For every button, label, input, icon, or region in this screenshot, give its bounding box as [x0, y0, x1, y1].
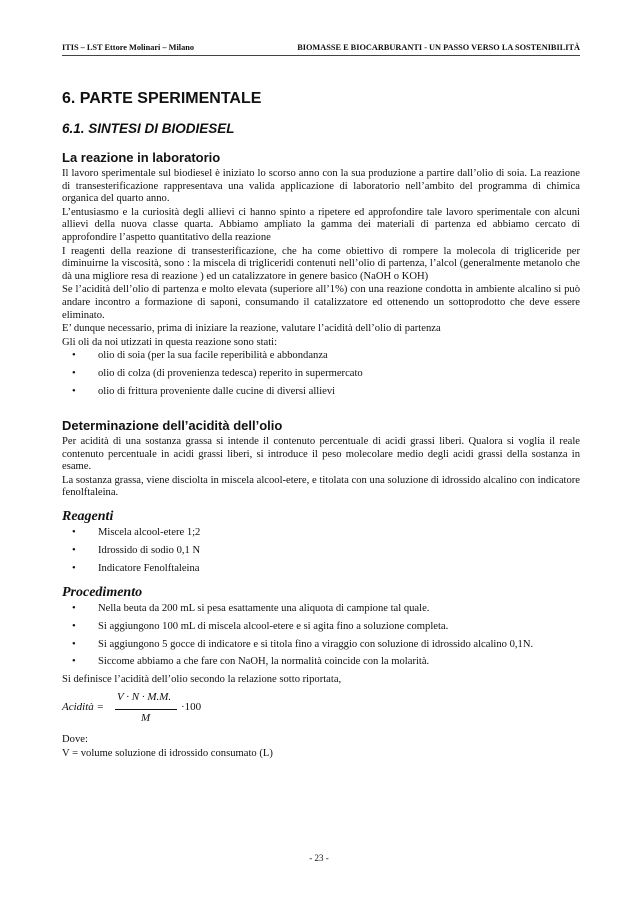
reagent-item-text: Miscela alcool-etere 1;2: [98, 527, 201, 538]
procedure-step-text: Si aggiungono 100 mL di miscela alcool-etere e si agita fino a soluzione completa.: [98, 620, 449, 632]
acidity-paragraph: Per acidità di una sostanza grassa si intende il contenuto percentuale di acidi grassi liberi. Qualora si voglia il reale contenuto percentuale in acidi grassi liberi, si introduce il peso molecolare medio degli acidi grassi della sostanza in esame.: [62, 436, 580, 473]
formula-lhs: Acidità =: [62, 700, 104, 713]
lab-reaction-paragraph: Il lavoro sperimentale sul biodiesel è iniziato lo scorso anno con la sua produzione a partire dall’olio di soia. La reazione di transesterificazione rappresentava una valida applicazione di laboratorio nell’ambito del programma di chimica organica del quarto anno.: [62, 168, 580, 205]
formula-factor: ·100: [181, 700, 202, 713]
formula-denominator: M: [141, 711, 151, 724]
bullet-icon: •: [72, 350, 76, 362]
oils-list: [62, 350, 580, 399]
list-item: [62, 603, 580, 616]
acidity-heading: Determinazione dell’acidità dell’olio: [62, 418, 283, 434]
list-item: [62, 639, 580, 652]
bullet-icon: •: [72, 620, 76, 632]
lab-reaction-heading: La reazione in laboratorio: [62, 150, 221, 165]
page-number: - 23 -: [309, 853, 329, 863]
reagents-heading: Reagenti: [62, 509, 114, 524]
bullet-icon: •: [72, 562, 76, 574]
procedure-list: [62, 603, 580, 670]
bullet-icon: •: [72, 386, 76, 398]
formula-fraction-line: [115, 709, 177, 710]
lab-reaction-paragraph: Se l’acidità dell’olio di partenza e molto elevata (superiore all’1%) con una reazione condotta in ambiente alcalino si può andare incontro a formazione di saponi, consumando il catalizzatore ed ottenendo un sottoprodotto che deve essere eliminato.: [62, 284, 580, 321]
header-document-title: BIOMASSE E BIOCARBURANTI - UN PASSO VERSO LA SOSTENIBILITÀ: [297, 43, 580, 52]
lab-reaction-paragraph: L’entusiasmo e la curiosità degli allievi ci hanno spinto a ripetere ed approfondire tale lavoro sperimentale con alcuni allievi della nuova classe quarta. Abbiamo ampliato la gamma dei materiali di partenza ed abbiamo cercato di approfondire l’aspetto quantitativo della reazione: [62, 206, 580, 243]
header-institute: ITIS – LST Ettore Molinari – Milano: [62, 43, 194, 52]
variable-definition: V = volume soluzione di idrossido consumato (L): [62, 747, 273, 759]
where-label: Dove:: [62, 733, 88, 745]
lab-reaction-paragraph: I reagenti della reazione di transesterificazione, che ha come obiettivo di rompere la molecola di trigliceride per diminuirne la viscosità, sono : la miscela di trigliceridi contenuti nell’olio di partenza, l’alcol (generalmente metanolo che dà una migliore resa di reazione ) ed un catalizzatore in genere basico (NaOH o KOH): [62, 245, 580, 282]
oil-item-text: olio di colza (di provenienza tedesca) reperito in supermercato: [98, 368, 363, 380]
list-item: [62, 368, 580, 381]
procedure-heading: Procedimento: [62, 584, 143, 600]
bullet-icon: •: [72, 656, 76, 668]
list-item: [62, 621, 580, 634]
list-item: [62, 545, 580, 558]
reagent-item-text: Idrossido di sodio 0,1 N: [98, 544, 201, 556]
bullet-icon: •: [72, 638, 76, 650]
bullet-icon: •: [72, 544, 76, 556]
acidity-formula: [62, 690, 580, 730]
procedure-step-text: Si aggiungono 5 gocce di indicatore e si titola fino a viraggio con soluzione di idrossido alcalino 0,1N.: [98, 638, 534, 650]
list-item: [62, 350, 580, 363]
reagents-list: [62, 527, 580, 576]
list-item: [62, 656, 580, 669]
acidity-paragraph: La sostanza grassa, viene disciolta in miscela alcool-etere, e titolata con una soluzione di idrossido alcalino con indicatore fenolftaleina.: [62, 474, 580, 499]
list-item: [62, 386, 580, 399]
lab-reaction-paragraph: E’ dunque necessario, prima di iniziare la reazione, valutare l’acidità dell’olio di partenza: [62, 323, 441, 335]
page-content: [62, 87, 580, 761]
formula-intro: Si definisce l’acidità dell’olio secondo la relazione sotto riportata,: [62, 674, 342, 686]
procedure-step-text: Nella beuta da 200 mL si pesa esattamente una aliquota di campione tal quale.: [98, 602, 430, 614]
reagent-item-text: Indicatore Fenolftaleina: [98, 562, 200, 574]
procedure-step-text: Siccome abbiamo a che fare con NaOH, la normalità coincide con la molarità.: [98, 656, 430, 668]
oil-item-text: olio di frittura proveniente dalle cucine di diversi allievi: [98, 386, 336, 398]
bullet-icon: •: [72, 527, 76, 538]
bullet-icon: •: [72, 602, 76, 614]
subsection-title: 6.1. SINTESI DI BIODIESEL: [62, 121, 235, 136]
formula-numerator: V · N · M.M.: [117, 690, 172, 703]
bullet-icon: •: [72, 368, 76, 380]
lab-reaction-paragraph: Gli oli da noi utizzati in questa reazione sono stati:: [62, 336, 278, 348]
header-divider: [62, 55, 580, 56]
list-item: [62, 563, 580, 576]
oil-item-text: olio di soia (per la sua facile reperibilità e abbondanza: [98, 350, 328, 362]
list-item: [62, 527, 580, 540]
section-title: 6. PARTE SPERIMENTALE: [62, 90, 262, 107]
